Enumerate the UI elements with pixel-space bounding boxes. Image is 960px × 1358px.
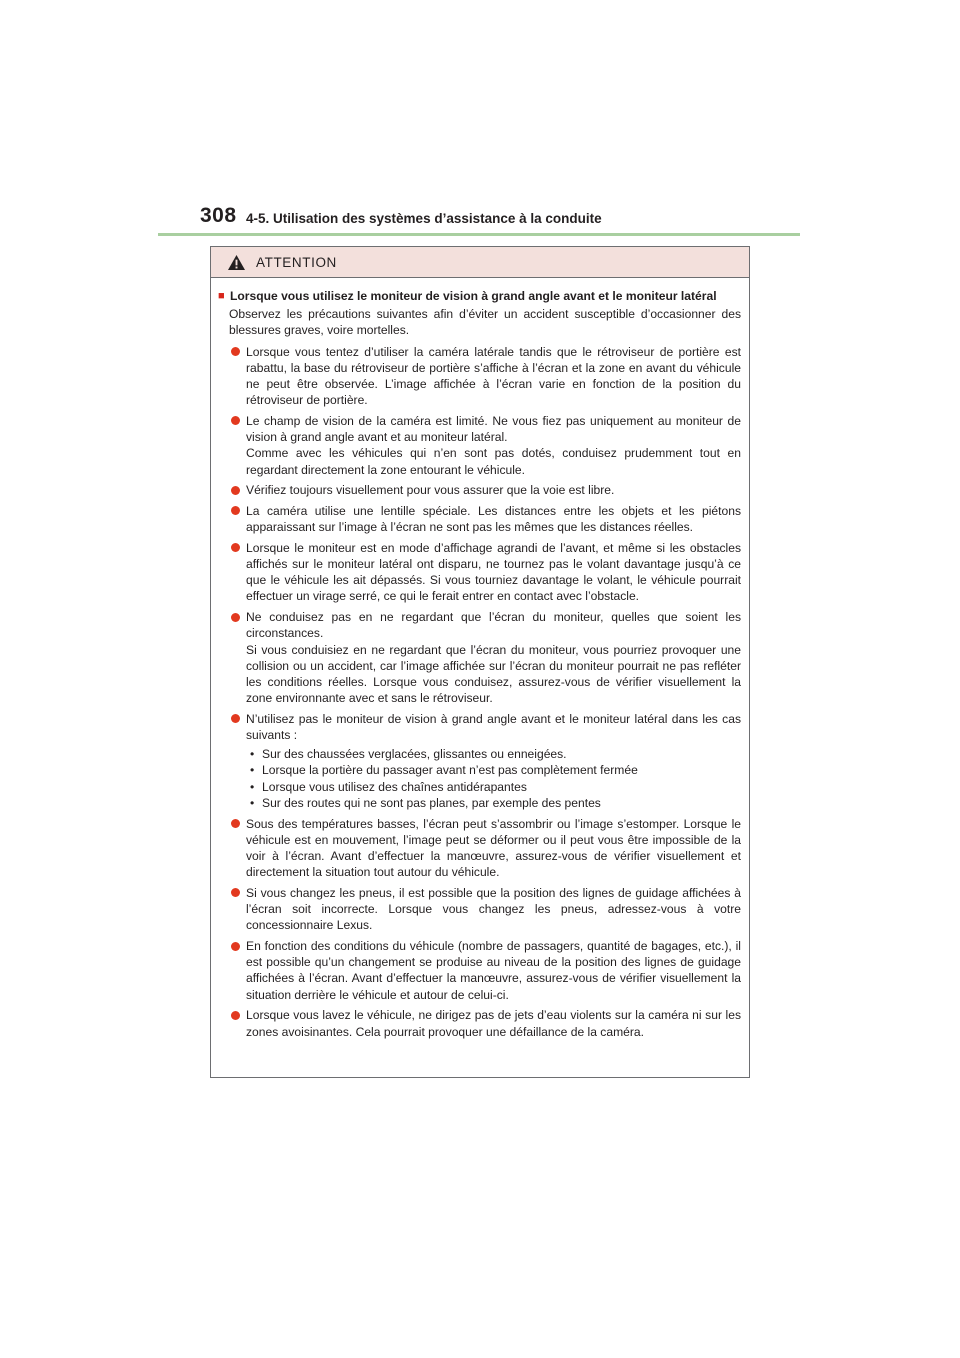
page-number: 308 bbox=[200, 204, 237, 227]
list-item-text: Si vous changez les pneus, il est possible que la position des lignes de guidage affichées à l’écran soit incorrecte. Lorsque vous changez les pneus, adressez-vous à votre concessionnaire Lexus. bbox=[246, 885, 741, 933]
list-item-text: Lorsque vous tentez d’utiliser la caméra latérale tandis que le rétroviseur de portière est rabattu, la base du rétroviseur de portière s’affiche à l’écran et la zone en avant du véhicule ne peut être observée. L’image affichée à l’écran varie en fonction de la position du rétroviseur de portière. bbox=[246, 344, 741, 408]
list-item bbox=[218, 816, 741, 881]
list-item bbox=[218, 540, 741, 605]
bullet-icon bbox=[231, 506, 240, 515]
list-item-text: Vérifiez toujours visuellement pour vous assurer que la voie est libre. bbox=[246, 483, 615, 498]
warning-header bbox=[211, 247, 749, 278]
warning-heading bbox=[218, 288, 741, 304]
bullet-icon bbox=[231, 416, 240, 425]
bullet-icon bbox=[231, 613, 240, 622]
list-item bbox=[218, 1007, 741, 1039]
list-item bbox=[218, 482, 741, 498]
warning-title: ATTENTION bbox=[256, 254, 337, 270]
sub-list-item: • Sur des chaussées verglacées, glissantes ou enneigées. bbox=[250, 747, 567, 762]
square-bullet-icon: ■ bbox=[218, 290, 225, 302]
list-item-text: Si vous conduisiez en ne regardant que l’écran du moniteur, vous pourriez provoquer une collision ou un accident, car l’image affichée sur l’écran du moniteur pourrait ne pas refléter les conditions réelles. Lorsque vous conduisez, assurez-vous de vérifier visuellement la zone environnante avec et sans le rétroviseur. bbox=[246, 642, 741, 706]
bullet-icon bbox=[231, 1011, 240, 1020]
sub-list bbox=[246, 746, 741, 811]
list-item bbox=[218, 711, 741, 811]
list-item-text: Lorsque vous lavez le véhicule, ne dirigez pas de jets d’eau violents sur la caméra ni sur les zones avoisinantes. Cela pourrait provoquer une défaillance de la caméra. bbox=[246, 1008, 741, 1039]
list-item bbox=[218, 503, 741, 535]
bullet-icon bbox=[231, 543, 240, 552]
list-item bbox=[218, 344, 741, 409]
warning-triangle-icon bbox=[227, 254, 246, 271]
list-item-text: N’utilisez pas le moniteur de vision à grand angle avant et le moniteur latéral dans les cas suivants : bbox=[246, 711, 741, 743]
list-item-text: Ne conduisez pas en ne regardant que l’écran du moniteur, quelles que soient les circonstances. bbox=[246, 610, 741, 641]
list-item-text: Lorsque le moniteur est en mode d’affichage agrandi de l’avant, et même si les obstacles affichés sur le moniteur latéral ont disparu, ne tournez pas le volant davantage jusqu’à ce que le véhicule les ait dépassés. Si vous tourniez davantage le volant, le véhicule pourrait effectuer un virage serré, ce qui le ferait entrer en contact avec l’obstacle. bbox=[246, 540, 741, 604]
list-item bbox=[218, 938, 741, 1003]
bullet-icon bbox=[231, 942, 240, 951]
sub-list-item: • Lorsque la portière du passager avant n’est pas complètement fermée bbox=[250, 763, 638, 778]
list-item-text: Le champ de vision de la caméra est limité. Ne vous fiez pas uniquement au moniteur de vision à grand angle avant et au moniteur latéral. bbox=[246, 413, 741, 445]
sub-list-item: • Sur des routes qui ne sont pas planes, par exemple des pentes bbox=[250, 795, 601, 810]
bullet-icon bbox=[231, 819, 240, 828]
warning-box bbox=[210, 246, 750, 1078]
list-item bbox=[218, 609, 741, 706]
section-title: 4-5. Utilisation des systèmes d’assistance à la conduite bbox=[246, 211, 602, 226]
bullet-icon bbox=[231, 714, 240, 723]
sub-list-item: • Lorsque vous utilisez des chaînes antidérapantes bbox=[250, 779, 527, 794]
warning-intro: Observez les précautions suivantes afin d’éviter un accident susceptible d’occasionner des blessures graves, voire mortelles. bbox=[229, 307, 741, 338]
list-item-text: La caméra utilise une lentille spéciale. Les distances entre les objets et les piétons apparaissant sur l’image à l’écran ne sont pas les mêmes que les distances réelles. bbox=[246, 503, 741, 535]
warning-body bbox=[211, 278, 749, 1040]
warning-heading-text: Lorsque vous utilisez le moniteur de vision à grand angle avant et le moniteur latéral bbox=[230, 289, 717, 303]
list-item-text: Sous des températures basses, l’écran peut s’assombrir ou l’image s’estomper. Lorsque le véhicule est en mouvement, l’image peut se déformer ou il peut vous être impossible de la voir à l’écran. Avant d’effectuer la manœuvre, assurez-vous de vérifier visuellement et directement la situation tout autour du véhicule. bbox=[246, 816, 741, 880]
list-item-text: En fonction des conditions du véhicule (nombre de passagers, quantité de bagages, etc.), il est possible qu’un changement se produise au niveau de la position des lignes de guidage affichées à l’écran. Avant d’effectuer la manœuvre, assurez-vous de vérifier visuellement la situation derrière le véhicule et autour de celui-ci. bbox=[246, 939, 741, 1002]
bullet-icon bbox=[231, 486, 240, 495]
header-rule bbox=[158, 233, 800, 236]
list-item-text: Comme avec les véhicules qui n’en sont pas dotés, conduisez prudemment tout en regardant directement la zone entourant le véhicule. bbox=[246, 446, 741, 477]
bullet-icon bbox=[231, 347, 240, 356]
bullet-icon bbox=[231, 888, 240, 897]
list-item bbox=[218, 885, 741, 934]
list-item bbox=[218, 413, 741, 478]
